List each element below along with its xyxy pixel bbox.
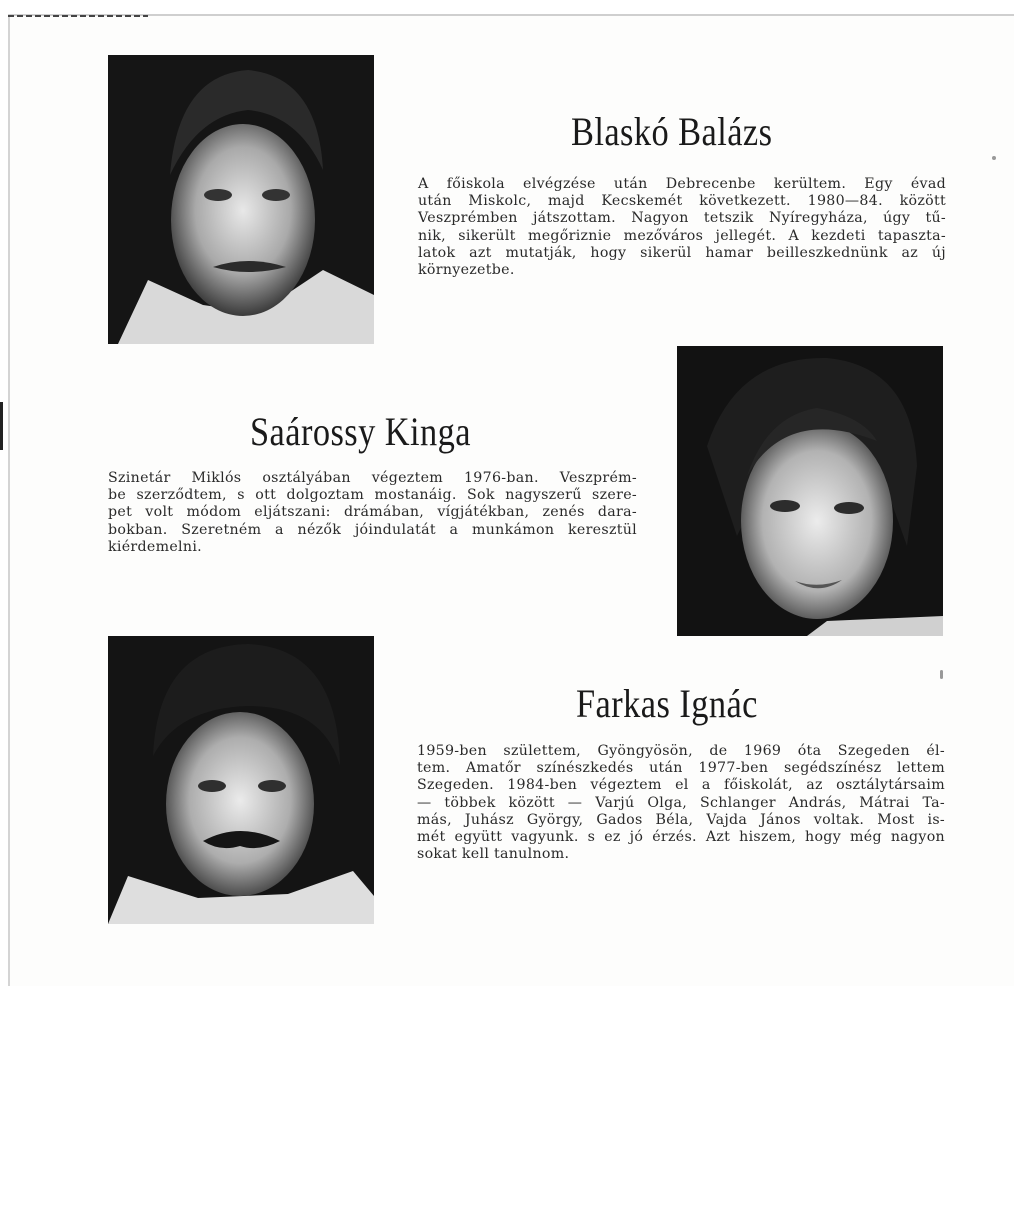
bio-line: — többek között — Varjú Olga, Schlanger András, Mátrai Ta- [417,794,945,811]
profile-bio [418,176,946,279]
bio-line: Veszprémben játszottam. Nagyon tetszik Nyíregyháza, úgy tű- [418,210,946,227]
dust-speck [992,156,996,160]
bio-line: környezetbe. [418,262,515,279]
bio-line: Szegeden. 1984-ben végeztem el a főiskolát, az osztálytársaim [417,777,945,794]
bio-line: 1959-ben születtem, Gyöngyösön, de 1969 óta Szegeden él- [417,743,945,759]
profile-name: Blaskó Balázs [571,109,773,154]
profile-name: Saárossy Kinga [250,409,471,454]
dust-speck [940,670,943,679]
bio-line: be szerződtem, s ott dolgoztam mostanáig. Sok nagyszerű szere- [108,487,637,504]
profile-bio [108,470,637,556]
bio-line: nik, sikerült megőriznie mezőváros jellegét. A kezdeti tapaszta- [418,227,946,244]
bio-line: latok azt mutatják, hogy sikerül hamar beilleszkednünk az új [418,244,946,261]
bio-line: után Miskolc, majd Kecskemét következett. 1980—84. között [418,193,946,210]
scan-artifact-line [8,15,148,17]
scan-edge-mark [0,402,3,450]
bio-line: bokban. Szeretném a nézők jóindulatát a munkámon keresztül [108,521,637,538]
bio-line: A főiskola elvégzése után Debrecenbe kerültem. Egy évad [418,176,946,192]
portrait-photo-blasko [108,55,374,344]
blank-margin [0,986,1024,1210]
bio-line: más, Juhász György, Gados Béla, Vajda János voltak. Most is- [417,811,945,828]
portrait-photo-farkas [108,636,374,924]
bio-line: mét együtt vagyunk. s ez jó érzés. Azt hiszem, hogy még nagyon [417,829,945,846]
bio-line: tem. Amatőr színészkedés után 1977-ben segédszínész lettem [417,760,945,777]
bio-line: kiérdemelni. [108,538,202,555]
bio-line: pet volt módom eljátszani: drámában, vígjátékban, zenés dara- [108,504,637,521]
bio-line: sokat kell tanulnom. [417,846,570,863]
portrait-photo-saarossy [677,346,943,636]
profile-bio [417,743,945,863]
bio-line: Szinetár Miklós osztályában végeztem 1976-ban. Veszprém- [108,470,637,486]
profile-name: Farkas Ignác [576,681,758,726]
